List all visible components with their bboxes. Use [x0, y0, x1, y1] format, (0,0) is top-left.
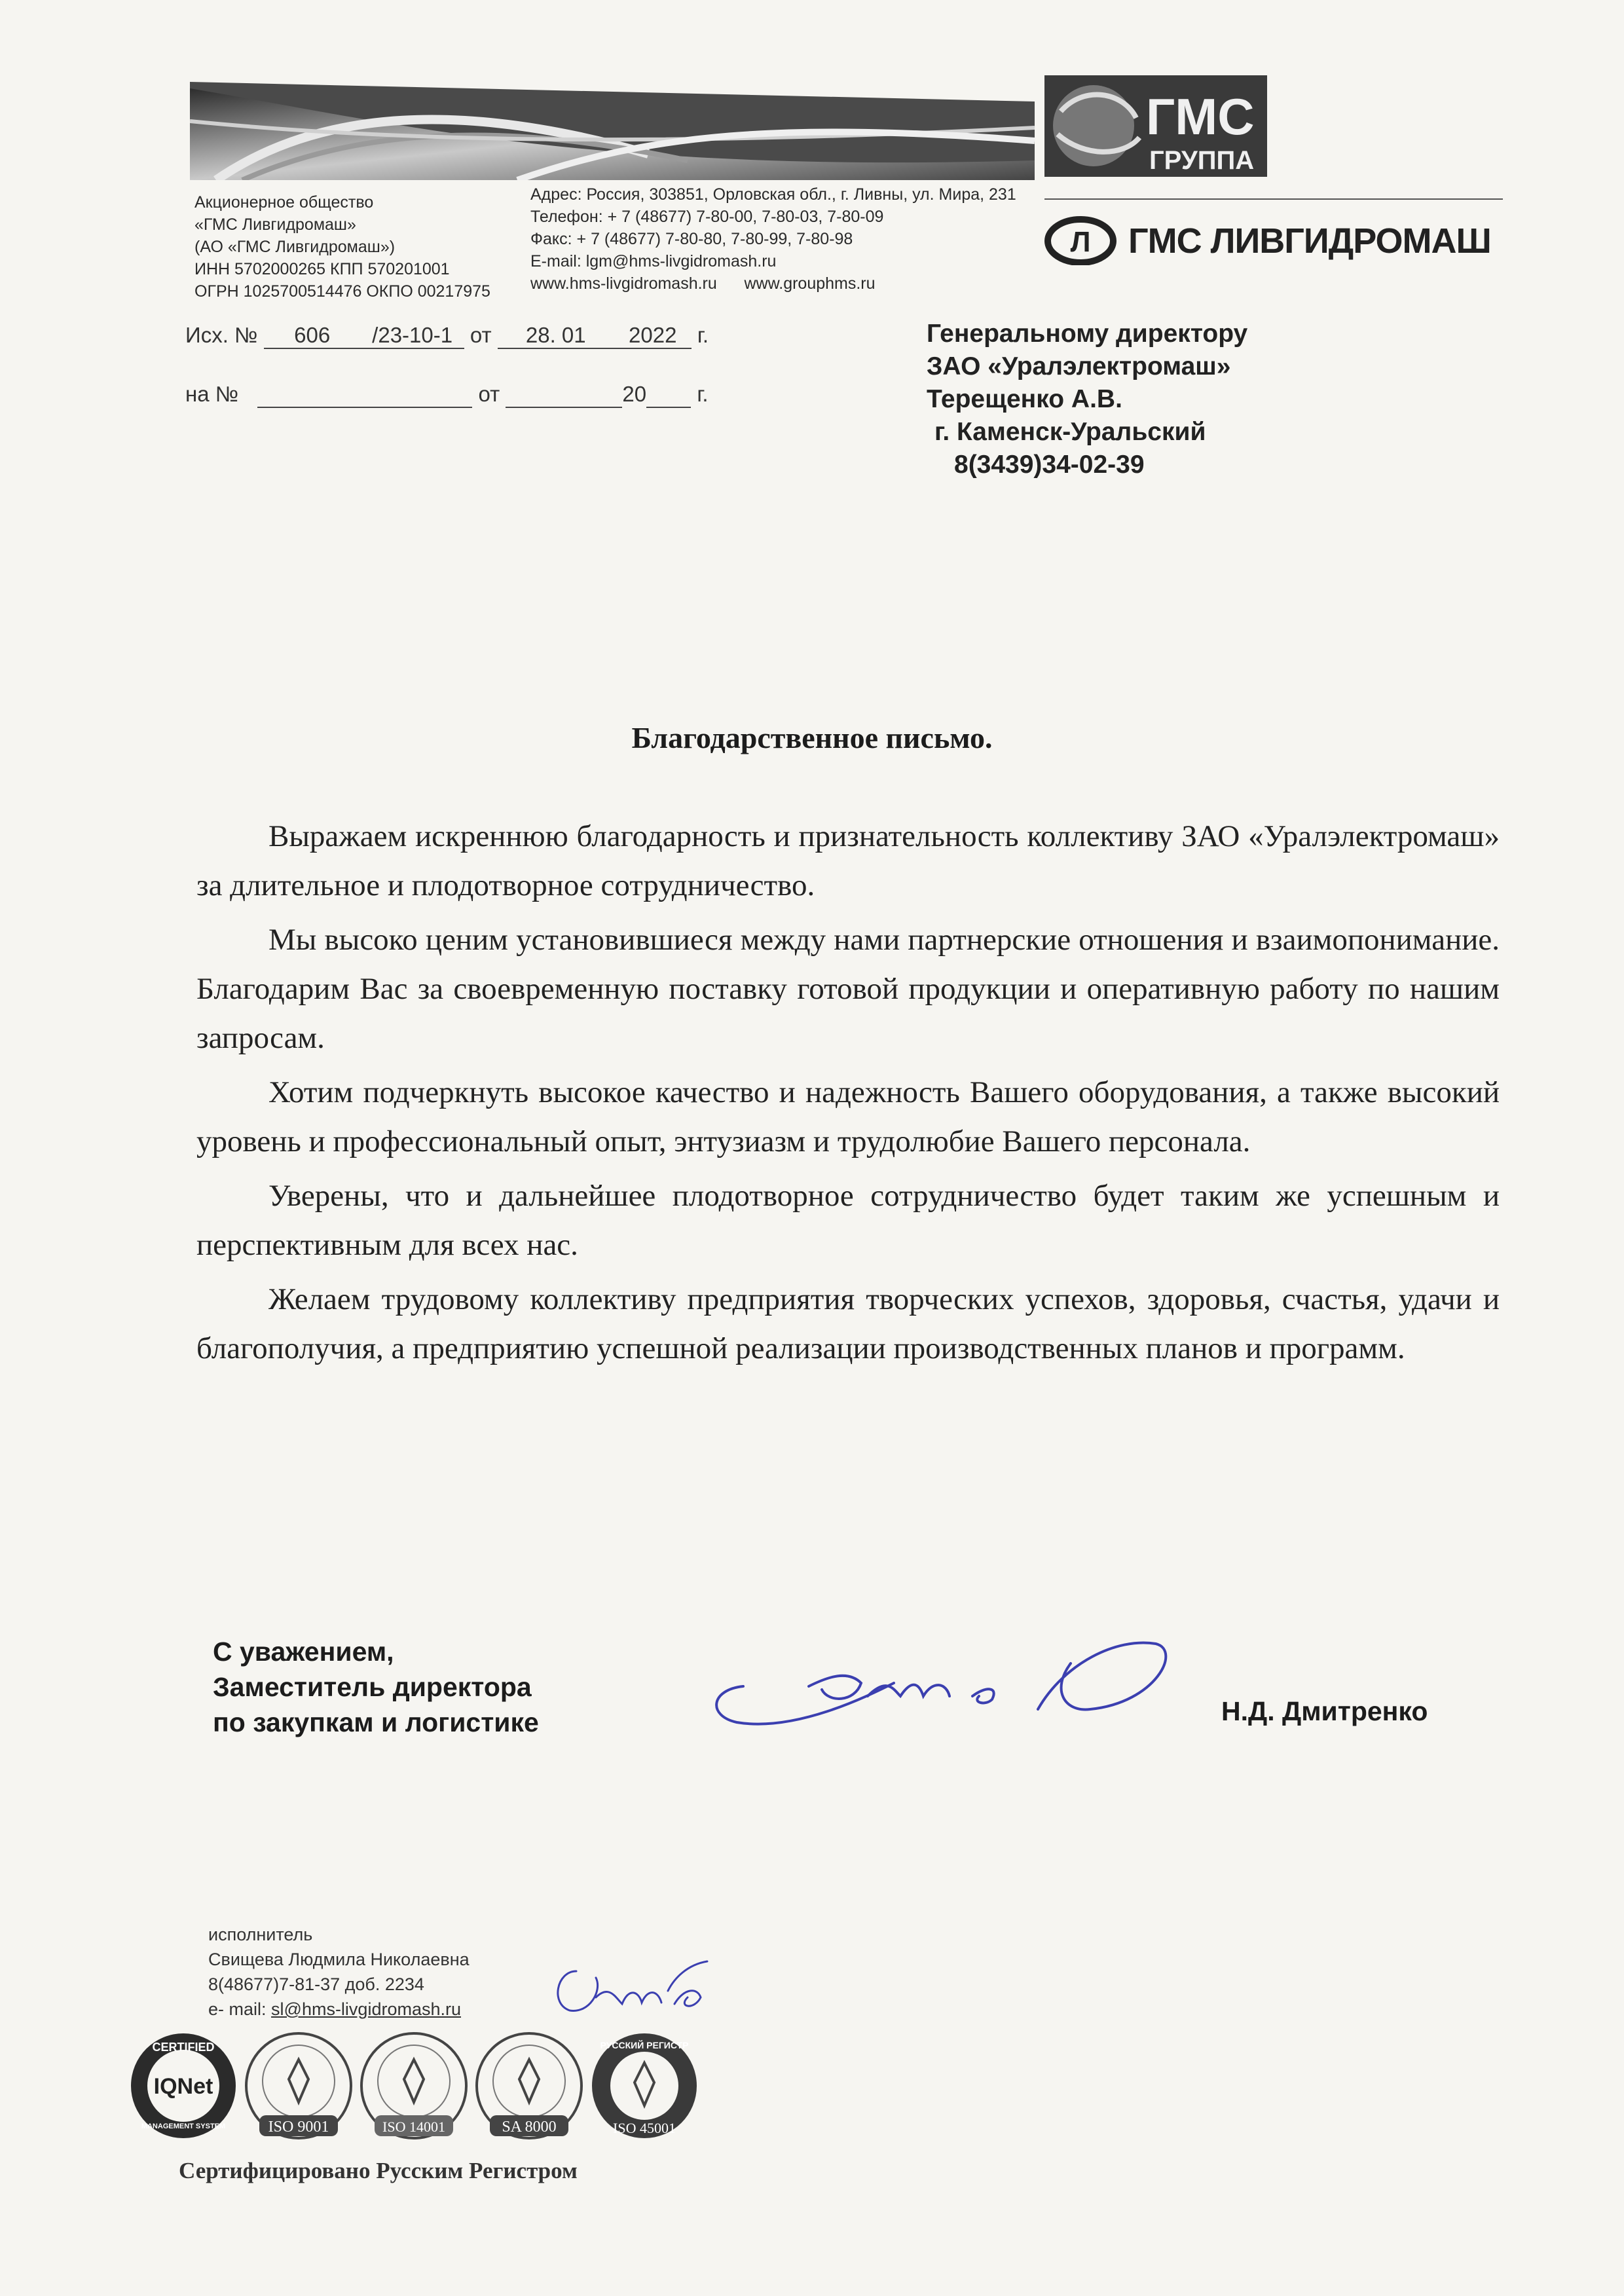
addressee-line: г. Каменск-Уральский [934, 418, 1206, 446]
svg-text:РУССКИЙ РЕГИСТР: РУССКИЙ РЕГИСТР [600, 2040, 689, 2050]
addressee-line: Терещенко А.В. [927, 385, 1122, 413]
executor-name: Свищева Людмила Николаевна [208, 1950, 470, 1969]
company-line: ОГРН 1025700514476 ОКПО 00217975 [194, 282, 490, 301]
svg-text:MANAGEMENT SYSTEM: MANAGEMENT SYSTEM [141, 2122, 226, 2130]
svg-text:ISO 9001: ISO 9001 [268, 2119, 329, 2136]
outgoing-year: 2022 [614, 323, 692, 349]
letter-paragraph: Уверены, что и дальнейшее плодотворное сотрудничество будет таким же успешным и перспективным для всех нас. [196, 1179, 1500, 1262]
svg-text:SA 8000: SA 8000 [502, 2119, 557, 2136]
closing-line: С уважением, [213, 1637, 394, 1667]
executor-phone: 8(48677)7-81-37 доб. 2234 [208, 1974, 424, 1994]
letter-paragraph: Выражаем искреннюю благодарность и признательность коллективу ЗАО «Уралэлектромаш» за длительное и плодотворное сотрудничество. [196, 819, 1500, 902]
contact-line: E-mail: lgm@hms-livgidromash.ru [530, 252, 777, 270]
iso-9001-badge [243, 2030, 354, 2141]
svg-text:Л: Л [1070, 226, 1091, 258]
letter-paragraph: Мы высоко ценим установившиеся между нами партнерские отношения и взаимопонимание. Благодарим Вас за своевременную поставку готовой продукции и оперативную работу по нашим запросам. [196, 923, 1500, 1055]
executor-label: исполнитель [208, 1925, 313, 1944]
signer-name: Н.Д. Дмитренко [1221, 1696, 1428, 1726]
certification-caption: Сертифицировано Русским Регистром [179, 2158, 578, 2183]
addressee-line: Генеральному директору [927, 320, 1248, 348]
executor-signature [544, 1952, 727, 2030]
company-line: Акционерное общество [194, 193, 374, 212]
company-requisites [194, 191, 490, 303]
handwritten-signature [697, 1624, 1182, 1742]
executor-email-line: e- mail: sl@hms-livgidromash.ru [208, 1999, 462, 2019]
iqnet-certified-badge [128, 2030, 239, 2141]
gms-group-logo [1044, 72, 1267, 180]
incoming-date [506, 382, 622, 408]
incoming-number [257, 382, 472, 408]
header-banner-graphic [190, 82, 1035, 180]
sa-8000-badge [473, 2030, 585, 2141]
outgoing-number: 606 [264, 323, 361, 349]
iso-14001-badge [358, 2030, 470, 2141]
outgoing-date: 28. 01 [498, 323, 614, 349]
letter-paragraph: Желаем трудовому коллективу предприятия творческих успехов, здоровья, счастья, удачи и благополучия, а предприятию успешной реализации производственных планов и программ. [196, 1282, 1500, 1365]
letter-title: Благодарственное письмо. [631, 721, 993, 754]
closing-block [213, 1634, 539, 1740]
company-line: (АО «ГМС Ливгидромаш») [194, 238, 396, 256]
livgidromash-logo [1044, 216, 1491, 265]
company-line: «ГМС Ливгидромаш» [194, 215, 356, 234]
company-line: ИНН 5702000265 КПП 570201001 [194, 260, 450, 278]
closing-line: по закупкам и логистике [213, 1707, 539, 1737]
incoming-year [646, 382, 691, 408]
iso-45001-badge [589, 2030, 700, 2141]
svg-text:IQNet: IQNet [153, 2074, 213, 2099]
svg-text:ГМС: ГМС [1146, 88, 1255, 145]
livgidromash-logo-text: ГМС ЛИВГИДРОМАШ [1128, 221, 1491, 261]
outgoing-reference: Исх. № 606 /23-10-1 от 28. 01 2022 г. [185, 323, 709, 349]
executor-block [208, 1922, 470, 2022]
svg-text:ISO 45001: ISO 45001 [613, 2120, 676, 2136]
contact-line: Факс: + 7 (48677) 7-80-80, 7-80-99, 7-80-98 [530, 230, 853, 248]
svg-text:CERTIFIED: CERTIFIED [152, 2041, 215, 2054]
letter-body [196, 812, 1500, 1379]
livgidromash-mark-icon [1044, 216, 1116, 265]
svg-text:ГРУППА: ГРУППА [1149, 146, 1255, 175]
contact-line: Адрес: Россия, 303851, Орловская обл., г. Ливны, ул. Мира, 231 [530, 185, 1016, 204]
contact-line: www.hms-livgidromash.ru www.grouphms.ru [530, 274, 876, 293]
contact-line: Телефон: + 7 (48677) 7-80-00, 7-80-03, 7-80-09 [530, 208, 884, 226]
closing-line: Заместитель директора [213, 1672, 532, 1702]
incoming-reference: на № от 20 г. [185, 382, 709, 408]
certification-badges [128, 2030, 700, 2141]
addressee-line: ЗАО «Уралэлектромаш» [927, 352, 1231, 380]
outgoing-number-suffix: /23-10-1 [361, 323, 464, 349]
addressee-block [927, 318, 1247, 481]
svg-text:ISO 14001: ISO 14001 [382, 2119, 445, 2135]
letter-paragraph: Хотим подчеркнуть высокое качество и надежность Вашего оборудования, а также высокий уровень и профессиональный опыт, энтузиазм и трудолюбие Вашего персонала. [196, 1075, 1500, 1158]
company-contacts [530, 183, 1016, 295]
address-rule [1044, 198, 1503, 200]
addressee-line: 8(3439)34-02-39 [954, 451, 1145, 479]
executor-email-link[interactable]: sl@hms-livgidromash.ru [271, 1999, 462, 2019]
